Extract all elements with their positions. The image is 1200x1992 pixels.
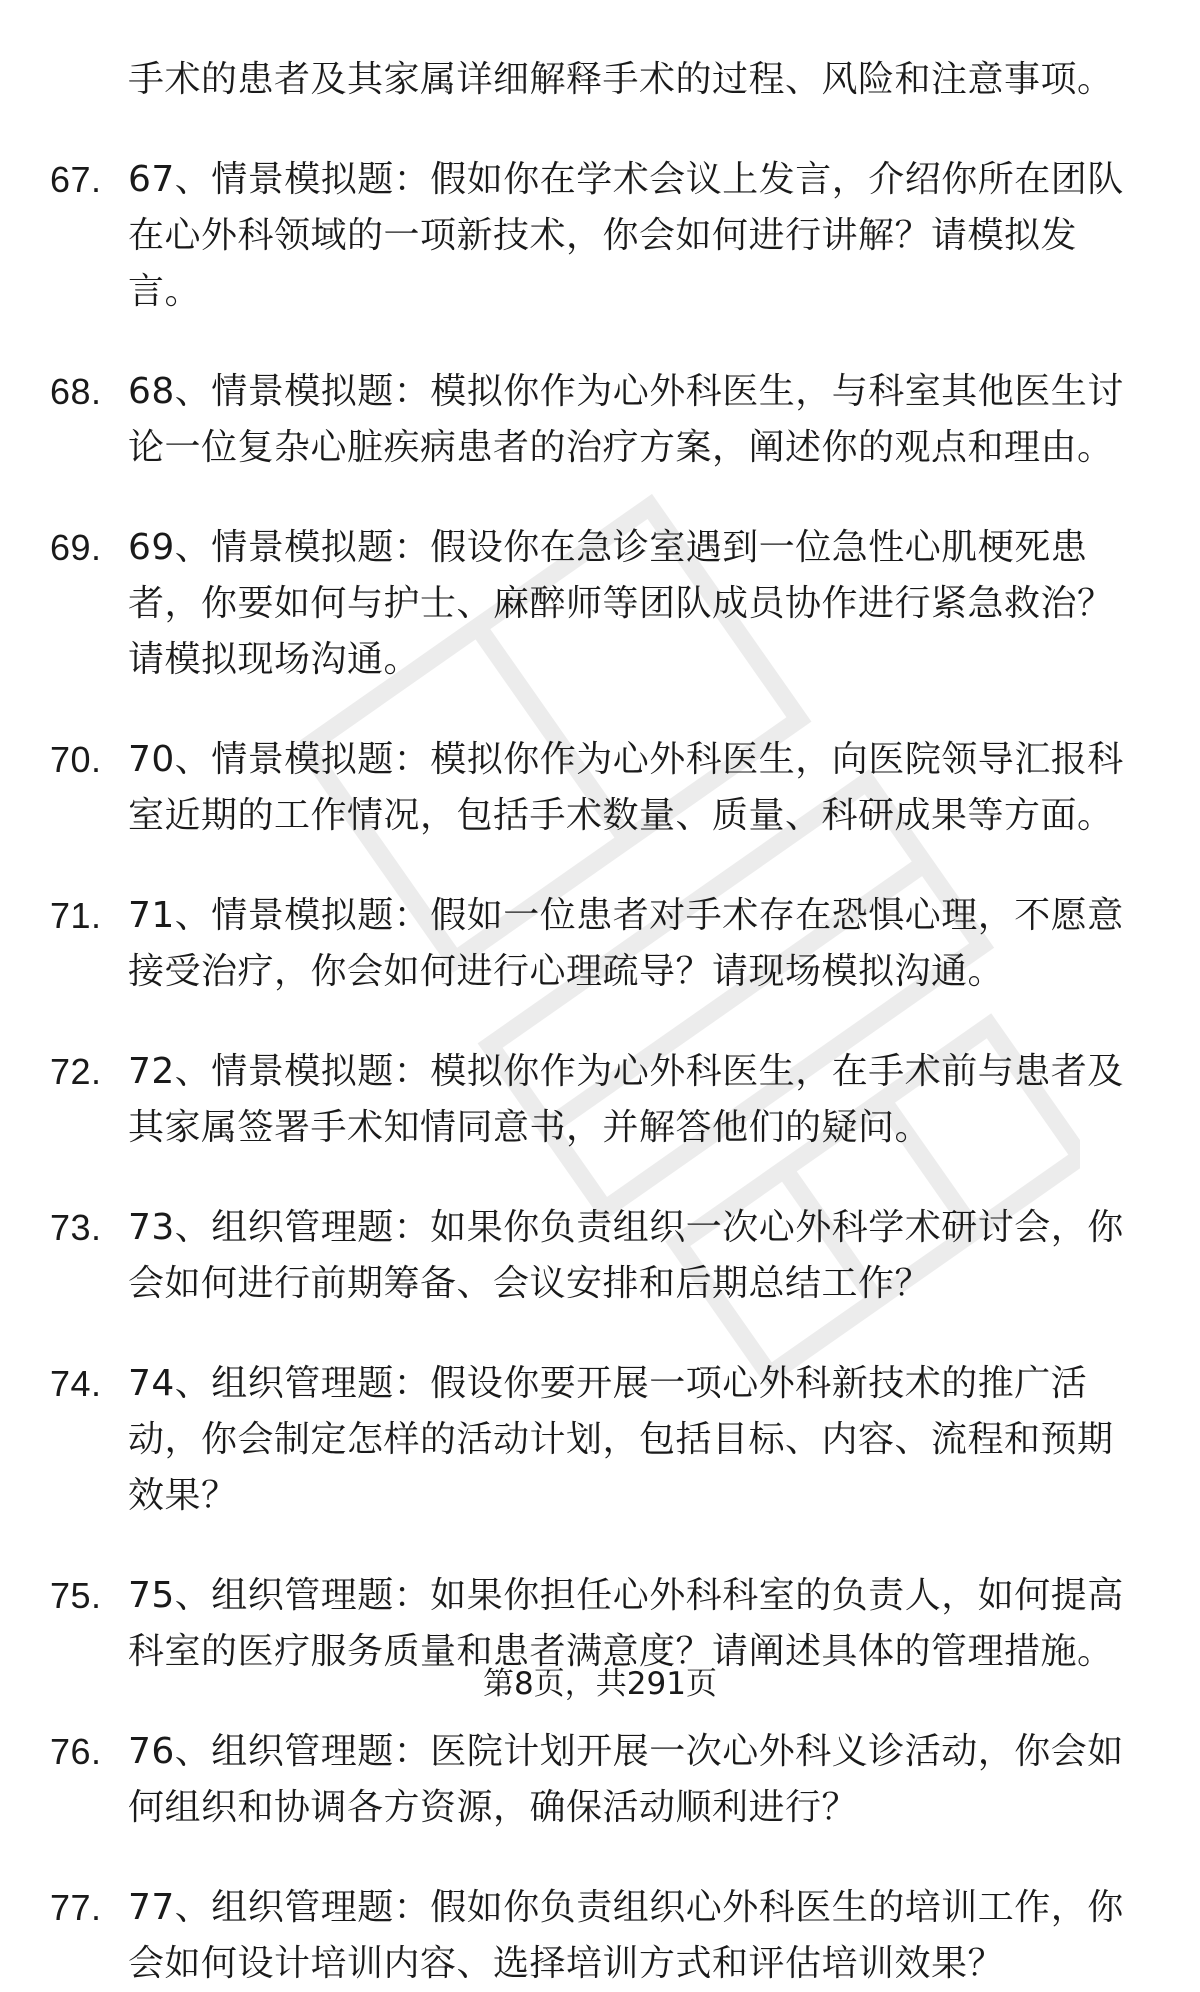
question-item (0, 1200, 1138, 1312)
question-number: 77. (50, 1887, 102, 1928)
question-number: 70. (50, 739, 102, 780)
question-item (0, 1356, 1138, 1524)
question-text: 67、情景模拟题：假如你在学术会议上发言，介绍你所在团队在心外科领域的一项新技术，你会如何进行讲解？请模拟发言。 (128, 159, 1124, 312)
question-text: 69、情景模拟题：假设你在急诊室遇到一位急性心肌梗死患者，你要如何与护士、麻醉师等团队成员协作进行紧急救治？请模拟现场沟通。 (128, 527, 1114, 680)
question-number: 68. (50, 371, 102, 412)
continuation-text: 手术的患者及其家属详细解释手术的过程、风险和注意事项。 (128, 59, 1114, 100)
question-item (0, 520, 1138, 688)
question-text: 76、组织管理题：医院计划开展一次心外科义诊活动，你会如何组织和协调各方资源，确保活动顺利进行？ (128, 1731, 1124, 1828)
question-text: 73、组织管理题：如果你负责组织一次心外科学术研讨会，你会如何进行前期筹备、会议安排和后期总结工作？ (128, 1207, 1124, 1304)
question-text: 70、情景模拟题：模拟你作为心外科医生，向医院领导汇报科室近期的工作情况，包括手术数量、质量、科研成果等方面。 (128, 739, 1124, 836)
question-number: 75. (50, 1575, 102, 1616)
question-number: 67. (50, 159, 102, 200)
question-text: 72、情景模拟题：模拟你作为心外科医生，在手术前与患者及其家属签署手术知情同意书，并解答他们的疑问。 (128, 1051, 1124, 1148)
question-item (0, 1880, 1138, 1992)
question-number: 73. (50, 1207, 102, 1248)
question-text: 74、组织管理题：假设你要开展一项心外科新技术的推广活动，你会制定怎样的活动计划，包括目标、内容、流程和预期效果？ (128, 1363, 1114, 1516)
question-number: 72. (50, 1051, 102, 1092)
question-number: 74. (50, 1363, 102, 1404)
question-item (0, 732, 1138, 844)
question-number: 69. (50, 527, 102, 568)
question-text: 77、组织管理题：假如你负责组织心外科医生的培训工作，你会如何设计培训内容、选择培训方式和评估培训效果？ (128, 1887, 1124, 1984)
question-item (0, 1044, 1138, 1156)
question-list (0, 152, 1200, 1992)
question-item (0, 1724, 1138, 1836)
question-text: 68、情景模拟题：模拟你作为心外科医生，与科室其他医生讨论一位复杂心脏疾病患者的治疗方案，阐述你的观点和理由。 (128, 371, 1124, 468)
question-text: 75、组织管理题：如果你担任心外科科室的负责人，如何提高科室的医疗服务质量和患者满意度？请阐述具体的管理措施。 (128, 1575, 1124, 1672)
question-item (0, 364, 1138, 476)
question-item (0, 152, 1138, 320)
question-number: 76. (50, 1731, 102, 1772)
page-number-footer: 第8页，共291页 (483, 1666, 717, 1702)
question-number: 71. (50, 895, 102, 936)
question-text: 71、情景模拟题：假如一位患者对手术存在恐惧心理，不愿意接受治疗，你会如何进行心理疏导？请现场模拟沟通。 (128, 895, 1124, 992)
question-item (0, 888, 1138, 1000)
